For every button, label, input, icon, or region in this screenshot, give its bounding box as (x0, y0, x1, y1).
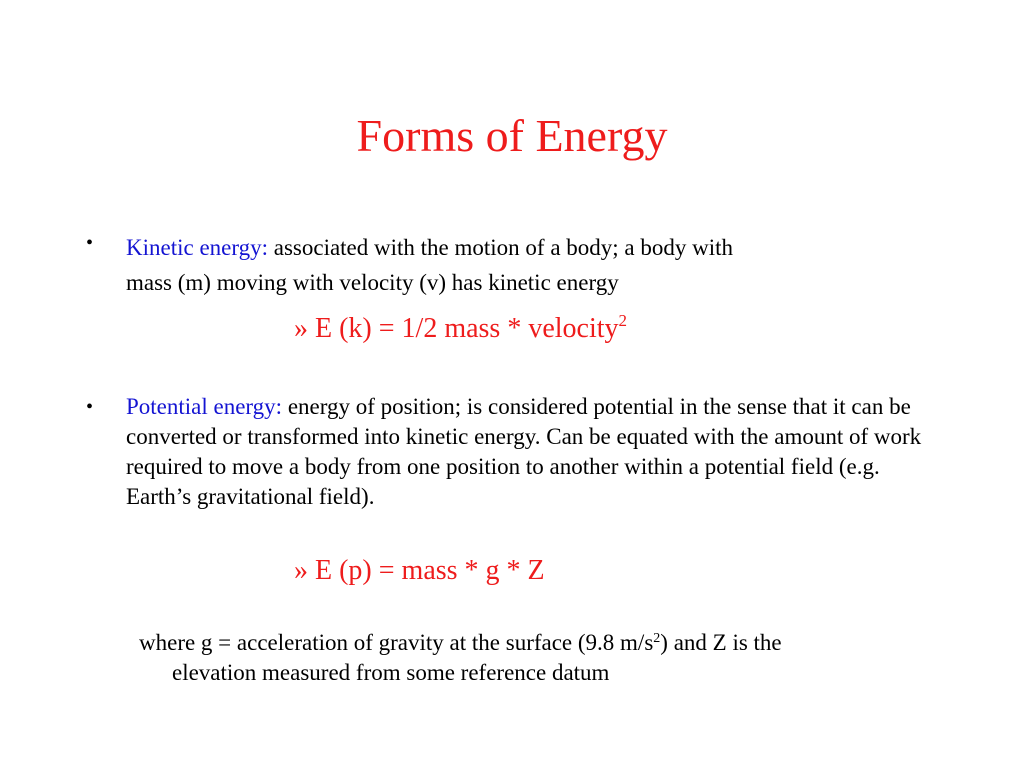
kinetic-formula-exponent: 2 (618, 311, 628, 330)
kinetic-line-1 (126, 228, 946, 268)
potential-formula: » E (p) = mass * g * Z (294, 555, 545, 586)
potential-term: Potential energy: (126, 394, 283, 419)
kinetic-description-1: associated with the motion of a body; a body with (268, 235, 734, 260)
potential-description: energy of position; is considered potential in the sense that it can be converted or transformed into kinetic energy. Can be equated with the amount of work required to move a body from one position to another within a potential field (e.g. Earth’s gravitational field). (126, 394, 922, 509)
slide-title: Forms of Energy (356, 110, 668, 161)
kinetic-term: Kinetic energy: (126, 235, 268, 260)
kinetic-description-2: mass (m) moving with velocity (v) has kinetic energy (126, 270, 619, 295)
gravity-note (139, 628, 959, 688)
note-text-3: elevation measured from some reference datum (172, 660, 610, 685)
note-exponent: 2 (653, 631, 661, 646)
note-text-1: where g = acceleration of gravity at the surface (9.8 m/s (139, 630, 654, 655)
kinetic-formula (294, 312, 627, 346)
bullet-potential-energy (86, 392, 946, 512)
kinetic-formula-text: » E (k) = 1/2 mass * velocity (294, 313, 619, 344)
note-text-2: ) and Z is the (660, 630, 782, 655)
bullet-kinetic-energy (86, 228, 946, 298)
bullet-marker: • (86, 396, 94, 418)
bullet-marker: • (86, 232, 94, 254)
